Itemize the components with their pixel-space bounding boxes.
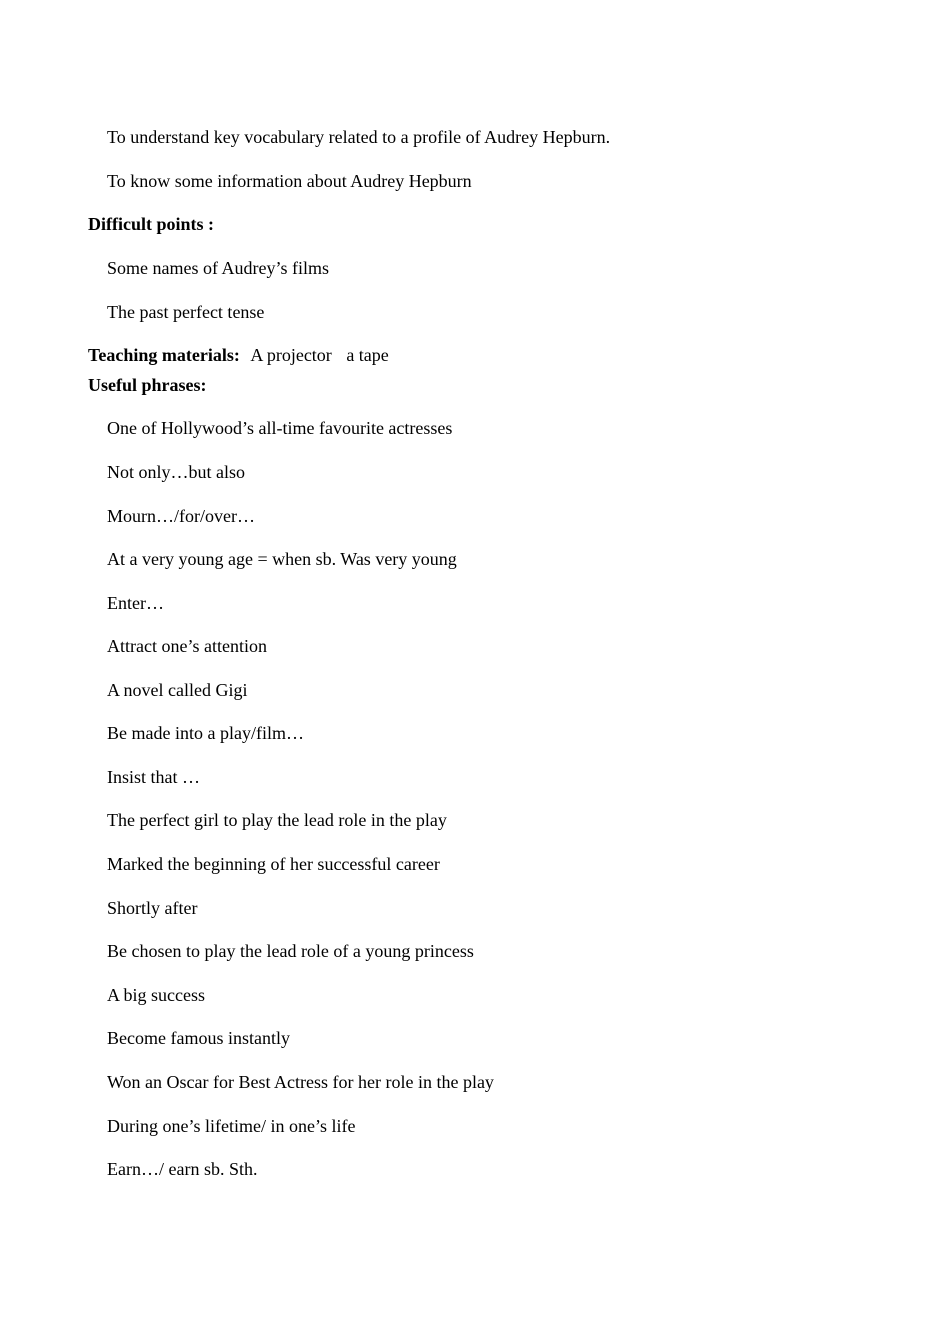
phrase-item: One of Hollywood’s all-time favourite actresses — [107, 418, 453, 438]
phrase-item: Earn…/ earn sb. Sth. — [107, 1159, 258, 1179]
phrase-item: Attract one’s attention — [107, 636, 267, 656]
phrase-item: Be chosen to play the lead role of a young princess — [107, 941, 474, 961]
difficult-point-item: The past perfect tense — [107, 302, 265, 322]
phrase-item: Be made into a play/film… — [107, 723, 304, 743]
phrase-item: Shortly after — [107, 898, 198, 918]
difficult-point-item: Some names of Audrey’s films — [107, 258, 329, 278]
teaching-materials-heading: Teaching materials: — [88, 345, 240, 365]
phrase-item: Become famous instantly — [107, 1028, 290, 1048]
objective-line: To understand key vocabulary related to a profile of Audrey Hepburn. — [107, 127, 611, 147]
phrase-item: A novel called Gigi — [107, 680, 248, 700]
phrase-item: Insist that … — [107, 767, 200, 787]
phrase-item: The perfect girl to play the lead role in the play — [107, 810, 447, 830]
phrase-item: During one’s lifetime/ in one’s life — [107, 1116, 356, 1136]
phrase-item: Enter… — [107, 593, 164, 613]
teaching-materials-line — [88, 344, 389, 366]
objective-line: To know some information about Audrey Hepburn — [107, 171, 472, 191]
difficult-points-heading: Difficult points : — [88, 214, 214, 234]
phrase-item: Not only…but also — [107, 462, 245, 482]
phrase-item: Won an Oscar for Best Actress for her role in the play — [107, 1072, 494, 1092]
phrase-item: A big success — [107, 985, 205, 1005]
teaching-material-item: A projector — [250, 345, 332, 365]
phrase-item: At a very young age = when sb. Was very young — [107, 549, 457, 569]
phrase-item: Marked the beginning of her successful career — [107, 854, 440, 874]
phrase-item: Mourn…/for/over… — [107, 506, 255, 526]
teaching-material-item: a tape — [346, 345, 389, 365]
useful-phrases-heading: Useful phrases: — [88, 375, 207, 395]
